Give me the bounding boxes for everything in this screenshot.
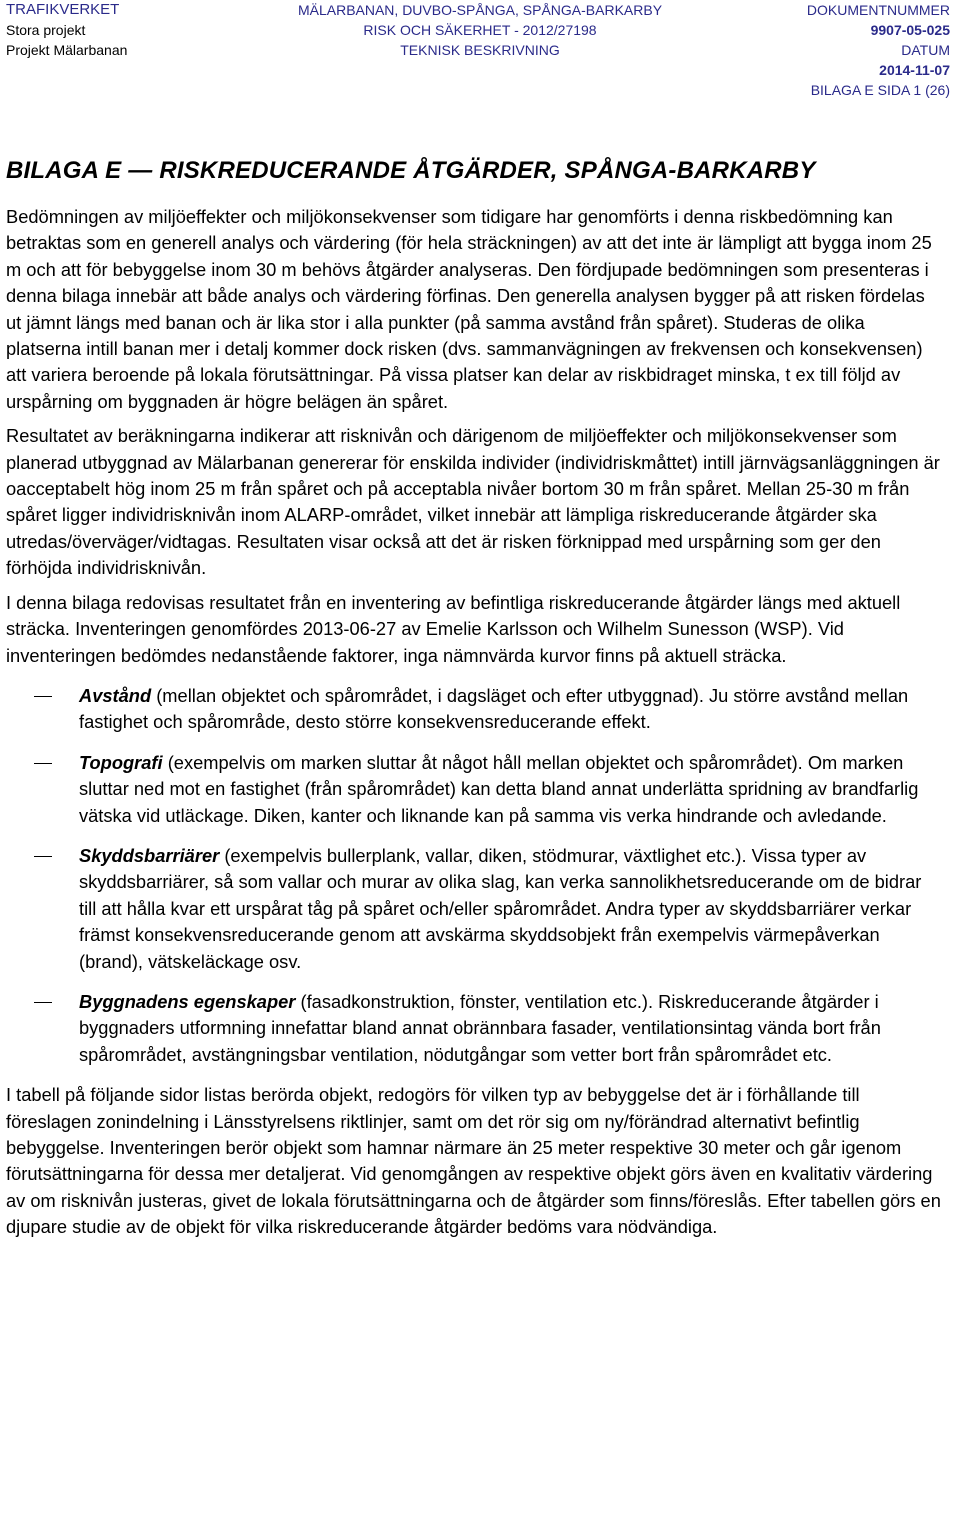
factor-description: (exempelvis om marken sluttar åt något håll mellan objektet och spårområdet). Om marken sluttar ned mot en fastighet (från spårområdet) kan detta bland annat underlätta spridning av brandfarlig vätska vid utläckage. Diken, kanter och liknande kan på samma vis verka hindrande och avledande.: [79, 751, 919, 826]
header-date-label: DATUM: [901, 42, 950, 58]
paragraph-closing: I tabell på följande sidor listas berörda objekt, redogörs för vilken typ av bebyggelse det är i förhållande till föreslagen zonindelning i Länsstyrelsens riktlinjer, samt om det rör sig om ny/förändrad alternativt befintlig bebyggelse. Inventeringen berör objekt som hamnar närmare än 25 meter respektive 30 meter och går igenom förutsättningarna för dessa mer detaljerat. Vid genomgången av respektive objekt görs även en kvalitativ värdering av om risknivån justeras, givet de lokala förutsättningarna och de åtgärder som finns/föreslås. Efter tabellen görs en djupare studie av de objekt för vilka riskreducerande åtgärder bedöms vara nödvändiga.: [6, 1084, 941, 1238]
list-item: [6, 683, 942, 736]
factor-description: (mellan objektet och spårområdet, i dagsläget och efter utbyggnad). Ju större avstånd mellan fastighet och spårområde, desto större konsekvensreducerande effekt.: [79, 684, 909, 733]
factor-description: (fasadkonstruktion, fönster, ventilation etc.). Riskreducerande åtgärder i byggnaders utformning innefattar bland annat obrännbara fasader, ventilationsintag vända bort från spårområdet, avstängningsbar ventilation, nödutgångar som vetter bort från spårområdet etc.: [79, 990, 881, 1065]
header-document-type: TEKNISK BESKRIVNING: [400, 42, 560, 58]
document-title: BILAGA E — RISKREDUCERANDE ÅTGÄRDER, SPÅNGA-BARKARBY: [6, 157, 816, 184]
dash-bullet-icon: [34, 763, 52, 765]
header-project-title: MÄLARBANAN, DUVBO-SPÅNGA, SPÅNGA-BARKARBY: [297, 2, 663, 18]
factor-description: (exempelvis bullerplank, vallar, diken, stödmurar, växtlighet etc.). Vissa typer av skyddsbarriärer, så som vallar och murar av olika slag, kan verka sannolikhetsreducerande om de bidrar till att hålla kvar ett urspårat tåg på spåret och/eller spårområdet. Andra typer av skyddsbarriärer verkar främst konsekvensreducerande genom att avskärma skyddsobjekt från exempelvis värmepåverkan (brand), vätskeläckage osv.: [79, 844, 922, 972]
paragraph-results: Resultatet av beräkningarna indikerar att risknivån och därigenom de miljöeffekter och miljökonsekvenser som planerad utbyggnad av Mälarbanan genererar för enskilda individer (individriskmåttet) intill järnvägsanläggningen är oacceptabelt hög inom 25 m från spåret och på acceptabla nivåer bortom 30 m från spåret. Mellan 25-30 m från spåret ligger individrisknivån inom ALARP-området, vilket innebär att lämpliga riskreducerande åtgärder ska utredas/överväger/vidtagas. Resultaten visar också att det är risken förknippad med urspårning som ger den förhöjda individrisknivån.: [6, 425, 940, 579]
header-page-number: BILAGA E SIDA 1 (26): [810, 82, 950, 98]
document-body: [6, 154, 942, 1249]
header-organization: TRAFIKVERKET: [6, 1, 120, 18]
header-docnr-value: 9907-05-025: [870, 22, 950, 38]
paragraph-intro: Bedömningen av miljöeffekter och miljökonsekvenser som tidigare har genomförts i denna riskbedömning kan betraktas som en generell analys och värdering (för hela sträckningen) av att det inte är lämpligt att bygga inom 25 m och att för bebyggelse inom 30 m behövs åtgärder analyseras. Den fördjupade bedömningen som presenteras i denna bilaga innebär att både analys och värdering förfinas. Den generella analysen bygger på att risken fördelas ut jämnt längs med banan och är lika stor i alla punkter (på samma avstånd från spåret). Studeras de olika platserna intill banan mer i detalj kommer dock risken (dvs. sammanvägningen av frekvensen och konsekvensen) att variera beroende på lokala förutsättningar. På vissa platser kan delar av riskbidraget minska, t ex till följd av urspårning om byggnaden är högre belägen än spåret.: [6, 206, 932, 412]
header-right: [807, 0, 950, 100]
header-date-value: 2014-11-07: [879, 62, 950, 78]
header-docnr-label: DOKUMENTNUMMER: [806, 2, 950, 18]
header-center: [290, 0, 670, 60]
dash-bullet-icon: [34, 1002, 52, 1004]
list-item: [6, 750, 942, 829]
paragraph-inventory: I denna bilaga redovisas resultatet från en inventering av befintliga riskreducerande åtgärder längs med aktuell sträcka. Inventeringen genomfördes 2013-06-27 av Emelie Karlsson och Wilhelm Sunesson (WSP). Vid inventeringen bedömdes nedanstående faktorer, inga nämnvärda kurvor finns på aktuell sträcka.: [6, 591, 901, 666]
factor-term: Avstånd: [79, 684, 152, 706]
dash-bullet-icon: [34, 696, 52, 698]
header-subject: RISK OCH SÄKERHET - 2012/27198: [363, 22, 597, 38]
factor-list: [6, 683, 942, 1068]
header-left: [6, 0, 127, 60]
dash-bullet-icon: [34, 856, 52, 858]
factor-term: Topografi: [79, 751, 163, 773]
list-item: [6, 843, 942, 975]
header-project: Projekt Mälarbanan: [6, 42, 128, 58]
header-division: Stora projekt: [6, 22, 86, 38]
factor-term: Byggnadens egenskaper: [79, 990, 296, 1012]
page-header: [0, 0, 960, 110]
list-item: [6, 989, 942, 1068]
factor-term: Skyddsbarriärer: [79, 844, 220, 866]
